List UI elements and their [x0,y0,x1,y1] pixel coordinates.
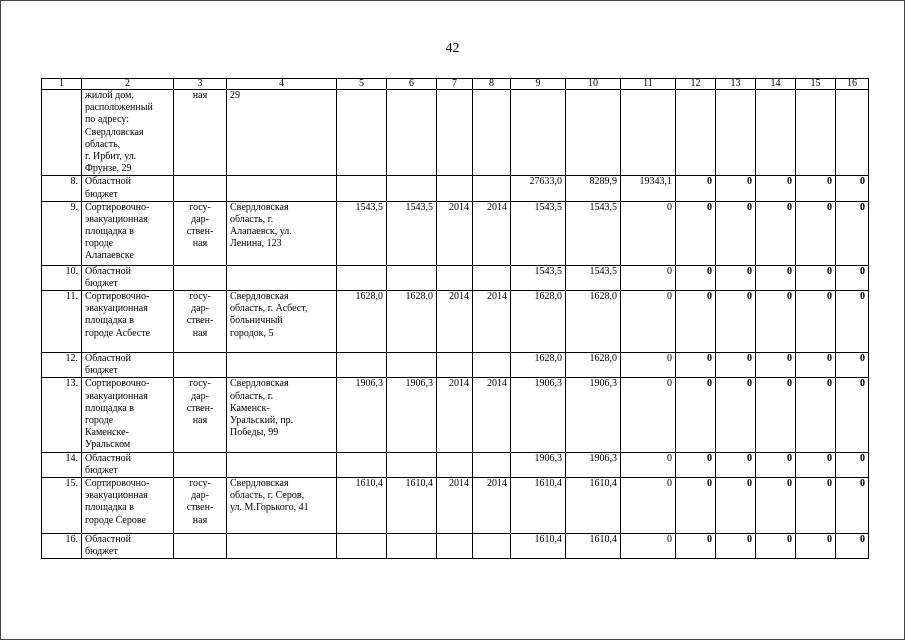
value-cell-8 [473,90,511,176]
value-cell-7 [437,533,473,558]
value-cell-10: 1610,4 [566,533,621,558]
item-name-cell: Сортировочно- эвакуационная площадка в городе Серове [82,477,174,533]
item-name-cell: Сортировочно- эвакуационная площадка в городе Каменске- Уральском [82,378,174,452]
value-cell-7: 2014 [437,291,473,353]
value-cell-6 [387,353,437,378]
column-header: 2 [82,79,174,90]
row-number-cell: 16. [42,533,82,558]
column-header: 12 [676,79,716,90]
value-cell-16: 0 [836,201,869,265]
value-cell-7 [437,265,473,290]
value-cell-5 [337,452,387,477]
column-header: 1 [42,79,82,90]
value-cell-5 [337,90,387,176]
value-cell-16: 0 [836,378,869,452]
item-name-cell: Областной бюджет [82,533,174,558]
value-cell-13 [716,90,756,176]
column-header: 11 [621,79,676,90]
value-cell-13: 0 [716,353,756,378]
ownership-cell [174,533,227,558]
item-name-cell: Областной бюджет [82,452,174,477]
value-cell-8 [473,265,511,290]
value-cell-8 [473,176,511,201]
value-cell-9: 1543,5 [511,201,566,265]
value-cell-16: 0 [836,353,869,378]
value-cell-13: 0 [716,378,756,452]
value-cell-7: 2014 [437,477,473,533]
value-cell-12: 0 [676,201,716,265]
value-cell-9: 1628,0 [511,353,566,378]
value-cell-11: 0 [621,477,676,533]
address-cell [227,452,337,477]
value-cell-14: 0 [756,533,796,558]
value-cell-5: 1628,0 [337,291,387,353]
value-cell-8: 2014 [473,378,511,452]
row-number-cell: 11. [42,291,82,353]
column-header: 13 [716,79,756,90]
value-cell-15: 0 [796,291,836,353]
value-cell-13: 0 [716,477,756,533]
item-name-cell: Сортировочно- эвакуационная площадка в городе Алапаевске [82,201,174,265]
value-cell-16: 0 [836,291,869,353]
value-cell-8 [473,533,511,558]
value-cell-11: 0 [621,533,676,558]
value-cell-7 [437,353,473,378]
address-cell: Свердловская область, г. Алапаевск, ул. Ленина, 123 [227,201,337,265]
value-cell-14: 0 [756,201,796,265]
table-body [42,90,869,559]
item-name-cell: Областной бюджет [82,353,174,378]
column-header: 6 [387,79,437,90]
value-cell-15: 0 [796,452,836,477]
value-cell-15: 0 [796,533,836,558]
value-cell-6 [387,265,437,290]
value-cell-16: 0 [836,176,869,201]
column-header: 9 [511,79,566,90]
value-cell-6: 1906,3 [387,378,437,452]
table-row [42,291,869,353]
value-cell-9: 1610,4 [511,533,566,558]
column-number-row [42,79,869,90]
table-row [42,452,869,477]
row-number-cell: 10. [42,265,82,290]
value-cell-8 [473,452,511,477]
value-cell-6: 1543,5 [387,201,437,265]
address-cell [227,533,337,558]
value-cell-16: 0 [836,452,869,477]
value-cell-14: 0 [756,378,796,452]
value-cell-5 [337,533,387,558]
value-cell-7 [437,90,473,176]
row-number-cell [42,90,82,176]
row-number-cell: 15. [42,477,82,533]
item-name-cell: Сортировочно- эвакуационная площадка в городе Асбесте [82,291,174,353]
value-cell-12: 0 [676,176,716,201]
ownership-cell: госу- дар- ствен- ная [174,291,227,353]
column-header: 10 [566,79,621,90]
item-name-cell: жилой дом, расположенный по адресу: Свердловская область, г. Ирбит, ул. Фрунзе, 29 [82,90,174,176]
value-cell-6 [387,452,437,477]
value-cell-13: 0 [716,533,756,558]
value-cell-16 [836,90,869,176]
item-name-cell: Областной бюджет [82,265,174,290]
value-cell-15: 0 [796,201,836,265]
value-cell-7 [437,452,473,477]
table-row [42,201,869,265]
table-row [42,353,869,378]
row-number-cell: 13. [42,378,82,452]
value-cell-16: 0 [836,477,869,533]
value-cell-6: 1610,4 [387,477,437,533]
value-cell-9: 1610,4 [511,477,566,533]
value-cell-15: 0 [796,378,836,452]
column-header: 8 [473,79,511,90]
value-cell-5: 1610,4 [337,477,387,533]
value-cell-10: 1628,0 [566,353,621,378]
value-cell-14: 0 [756,291,796,353]
address-cell [227,176,337,201]
column-header: 14 [756,79,796,90]
ownership-cell: госу- дар- ствен- ная [174,201,227,265]
value-cell-13: 0 [716,265,756,290]
table-row [42,477,869,533]
ownership-cell [174,452,227,477]
value-cell-13: 0 [716,452,756,477]
value-cell-13: 0 [716,201,756,265]
value-cell-12: 0 [676,533,716,558]
value-cell-11: 0 [621,291,676,353]
value-cell-11: 0 [621,201,676,265]
value-cell-5 [337,265,387,290]
ownership-cell [174,353,227,378]
value-cell-16: 0 [836,265,869,290]
value-cell-9: 1628,0 [511,291,566,353]
value-cell-11: 0 [621,265,676,290]
value-cell-14 [756,90,796,176]
value-cell-7: 2014 [437,201,473,265]
value-cell-15: 0 [796,353,836,378]
table-row [42,90,869,176]
value-cell-14: 0 [756,353,796,378]
column-header: 5 [337,79,387,90]
table-row [42,533,869,558]
value-cell-12: 0 [676,291,716,353]
value-cell-11: 19343,1 [621,176,676,201]
value-cell-10: 1543,5 [566,201,621,265]
ownership-cell: госу- дар- ствен- ная [174,378,227,452]
value-cell-12: 0 [676,353,716,378]
value-cell-5 [337,353,387,378]
value-cell-11: 0 [621,452,676,477]
column-header: 7 [437,79,473,90]
value-cell-6 [387,90,437,176]
value-cell-10: 1628,0 [566,291,621,353]
value-cell-12: 0 [676,452,716,477]
column-header: 4 [227,79,337,90]
value-cell-5 [337,176,387,201]
value-cell-8 [473,353,511,378]
table-row [42,176,869,201]
value-cell-14: 0 [756,265,796,290]
value-cell-12: 0 [676,477,716,533]
ownership-cell [174,176,227,201]
value-cell-14: 0 [756,176,796,201]
value-cell-7: 2014 [437,378,473,452]
value-cell-9: 1543,5 [511,265,566,290]
value-cell-15: 0 [796,176,836,201]
value-cell-14: 0 [756,452,796,477]
value-cell-6: 1628,0 [387,291,437,353]
value-cell-10: 1543,5 [566,265,621,290]
value-cell-12: 0 [676,265,716,290]
row-number-cell: 8. [42,176,82,201]
value-cell-15: 0 [796,477,836,533]
address-cell: Свердловская область, г. Серов, ул. М.Горького, 41 [227,477,337,533]
value-cell-6 [387,176,437,201]
value-cell-10 [566,90,621,176]
table-row [42,265,869,290]
value-cell-9: 1906,3 [511,452,566,477]
value-cell-11: 0 [621,378,676,452]
value-cell-11 [621,90,676,176]
value-cell-8: 2014 [473,291,511,353]
row-number-cell: 12. [42,353,82,378]
row-number-cell: 14. [42,452,82,477]
column-header: 16 [836,79,869,90]
value-cell-10: 1906,3 [566,378,621,452]
value-cell-9 [511,90,566,176]
value-cell-12 [676,90,716,176]
column-header: 3 [174,79,227,90]
value-cell-5: 1543,5 [337,201,387,265]
value-cell-10: 1906,3 [566,452,621,477]
value-cell-16: 0 [836,533,869,558]
column-header: 15 [796,79,836,90]
address-cell: Свердловская область, г. Асбест, больничный городок, 5 [227,291,337,353]
value-cell-12: 0 [676,378,716,452]
table-row [42,378,869,452]
value-cell-10: 8289,9 [566,176,621,201]
address-cell [227,353,337,378]
value-cell-11: 0 [621,353,676,378]
row-number-cell: 9. [42,201,82,265]
ownership-cell: ная [174,90,227,176]
value-cell-9: 27633,0 [511,176,566,201]
value-cell-8: 2014 [473,201,511,265]
value-cell-9: 1906,3 [511,378,566,452]
value-cell-5: 1906,3 [337,378,387,452]
value-cell-10: 1610,4 [566,477,621,533]
value-cell-6 [387,533,437,558]
value-cell-15: 0 [796,265,836,290]
value-cell-13: 0 [716,176,756,201]
address-cell [227,265,337,290]
value-cell-14: 0 [756,477,796,533]
budget-table [41,78,869,559]
ownership-cell [174,265,227,290]
page-number: 42 [445,41,460,56]
value-cell-8: 2014 [473,477,511,533]
address-cell: Свердловская область, г. Каменск- Уральский, пр. Победы, 99 [227,378,337,452]
item-name-cell: Областной бюджет [82,176,174,201]
value-cell-15 [796,90,836,176]
value-cell-7 [437,176,473,201]
address-cell: 29 [227,90,337,176]
value-cell-13: 0 [716,291,756,353]
ownership-cell: госу- дар- ствен- ная [174,477,227,533]
